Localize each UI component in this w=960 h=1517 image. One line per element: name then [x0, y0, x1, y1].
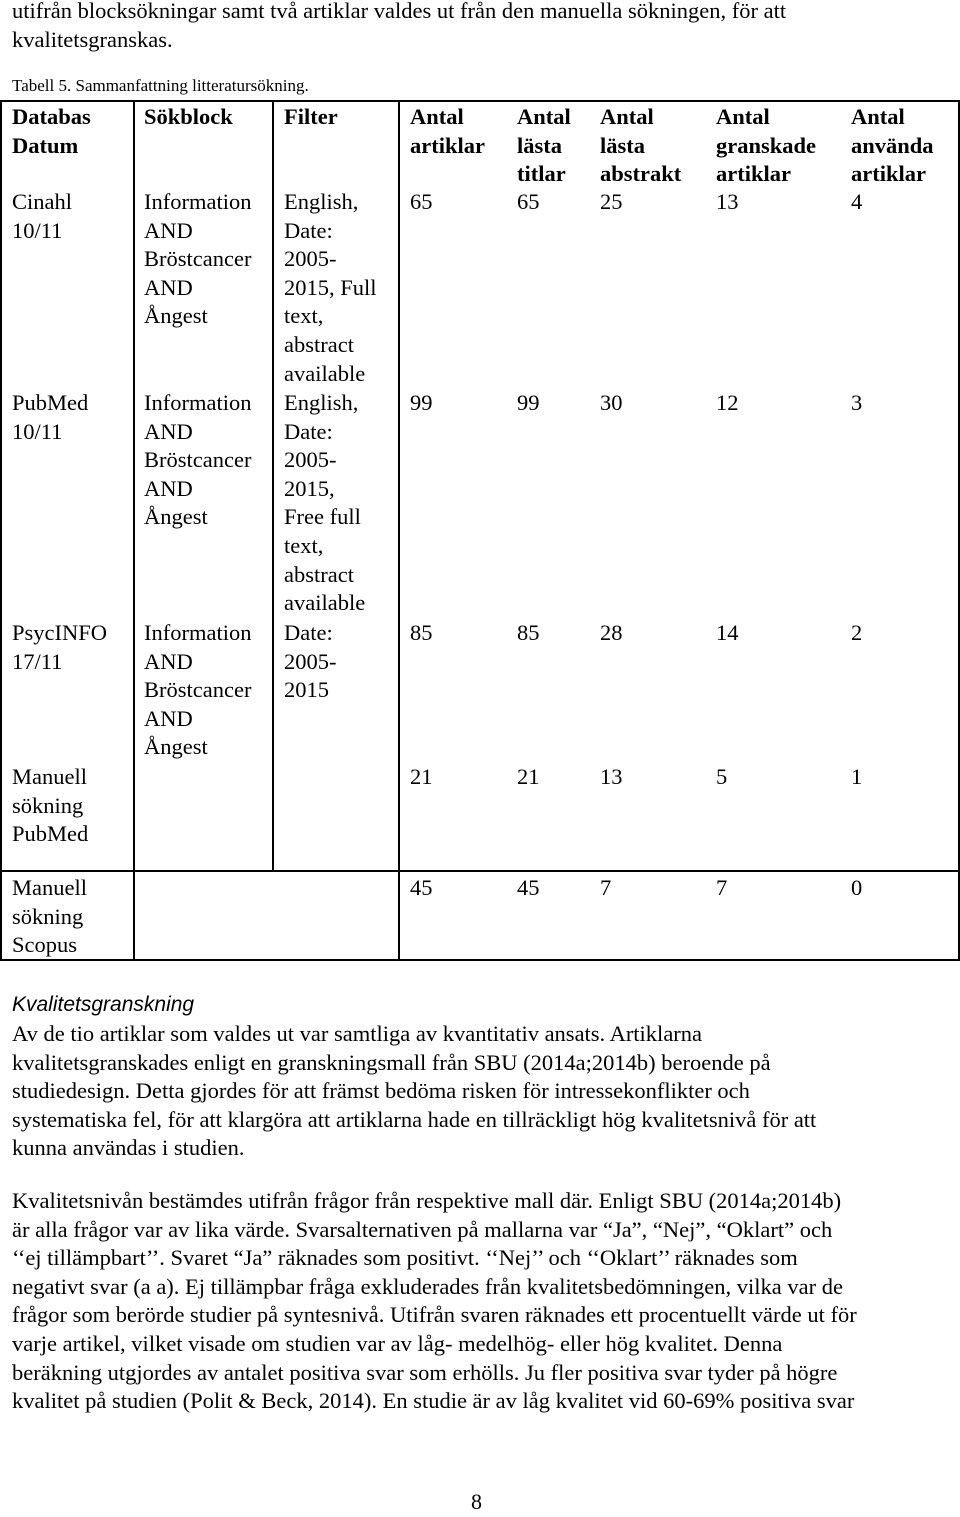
intro-line: kvalitetsgranskas. — [12, 26, 173, 52]
table-caption: Tabell 5. Sammanfattning litteratursökning. — [12, 76, 309, 95]
header-used-articles: artiklar — [851, 161, 926, 187]
cell-filter: Date: — [284, 217, 333, 243]
cell-filter: text, — [284, 533, 324, 558]
paragraph-line: beräkning utgjordes av antalet positiva svar som erhölls. Ju fler positiva svar tyder på högre — [12, 1359, 838, 1385]
cell-database: PsycINFO — [12, 620, 108, 645]
table-border-bottom — [0, 959, 960, 961]
header-read-abstracts: abstrakt — [600, 161, 682, 187]
cell-read-abstracts: 13 — [600, 764, 623, 789]
search-summary-table — [0, 100, 960, 961]
header-article-count: artiklar — [410, 132, 485, 158]
cell-article-count: 21 — [410, 764, 433, 789]
header-read-abstracts: Antal — [600, 104, 654, 129]
cell-reviewed-articles: 13 — [716, 189, 739, 214]
paragraph-line: är alla frågor var av lika värde. Svarsalternativen på mallarna var “Ja”, “Nej”, “Oklart” och — [12, 1216, 833, 1242]
cell-read-titles: 99 — [517, 390, 540, 415]
cell-database: sökning — [12, 903, 84, 929]
table-border-top — [0, 100, 960, 102]
cell-used-articles: 0 — [851, 875, 863, 900]
cell-search-block: Information — [144, 620, 252, 645]
cell-search-block: AND — [144, 705, 193, 731]
paragraph-line: varje artikel, vilket visade om studien var av låg- medelhög- eller hög kvalitet. Denna — [12, 1330, 783, 1356]
paragraph-line: ‘‘ej tillämpbart’’. Svaret “Ja” räknades som positivt. ‘‘Nej’’ och ‘‘Oklart’’ räknades som — [12, 1245, 798, 1271]
cell-database: 17/11 — [12, 648, 63, 674]
header-filter: Filter — [284, 104, 338, 129]
cell-search-block: AND — [144, 274, 193, 300]
paragraph-line: kvalitet på studien (Polit & Beck, 2014). En studie är av låg kvalitet vid 60-69% positiva svar — [12, 1388, 855, 1414]
header-used-articles: Antal — [851, 104, 905, 129]
cell-filter: available — [284, 590, 366, 616]
table-border-left — [0, 100, 2, 961]
intro-line: utifrån blocksökningar samt två artiklar valdes ut från den manuella sökningen, för att — [12, 0, 787, 23]
cell-database: 10/11 — [12, 418, 63, 444]
paragraph-line: Kvalitetsnivån bestämdes utifrån frågor från respektive mall där. Enligt SBU (2014a;2014b) — [12, 1188, 842, 1213]
cell-search-block: Bröstcancer — [144, 677, 252, 703]
header-read-titles: titlar — [517, 161, 566, 187]
header-read-abstracts: lästa — [600, 132, 645, 158]
paragraph-line: kvalitetsgranskades enligt en granskningsmall från SBU (2014a;2014b) beroende på — [12, 1049, 771, 1075]
cell-database: 10/11 — [12, 217, 63, 243]
cell-filter: 2015, — [284, 475, 335, 501]
cell-read-abstracts: 30 — [600, 390, 623, 415]
cell-filter: 2015 — [284, 677, 329, 703]
cell-article-count: 45 — [410, 875, 433, 900]
cell-reviewed-articles: 7 — [716, 875, 728, 900]
header-search-block: Sökblock — [144, 104, 233, 129]
cell-search-block: AND — [144, 648, 193, 674]
header-database-date: Datum — [12, 132, 79, 158]
intro-paragraph — [12, 0, 942, 54]
cell-search-block: Bröstcancer — [144, 447, 252, 473]
cell-database: Manuell — [12, 875, 87, 900]
cell-filter: 2005- — [284, 447, 337, 473]
cell-search-block: Ångest — [144, 504, 208, 530]
cell-search-block: Ångest — [144, 734, 208, 760]
table-column-divider — [398, 100, 400, 961]
cell-read-titles: 85 — [517, 620, 540, 645]
paragraph-line: kunna användas i studien. — [12, 1135, 245, 1161]
cell-filter: abstract — [284, 332, 354, 357]
header-reviewed-articles: artiklar — [716, 161, 791, 187]
header-used-articles: använda — [851, 132, 934, 158]
paragraph-line: studiedesign. Detta gjordes för att främst bedöma risken för intressekonflikter och — [12, 1078, 750, 1104]
paragraph-line: Av de tio artiklar som valdes ut var samtliga av kvantitativ ansats. Artiklarna — [12, 1021, 703, 1046]
cell-database: PubMed — [12, 390, 89, 415]
cell-used-articles: 3 — [851, 390, 863, 415]
header-reviewed-articles: Antal — [716, 104, 770, 129]
cell-database: sökning — [12, 792, 84, 818]
paragraph-quality-level — [12, 1187, 952, 1416]
cell-reviewed-articles: 12 — [716, 390, 739, 415]
cell-read-abstracts: 28 — [600, 620, 623, 645]
cell-filter: 2015, Full — [284, 274, 377, 300]
cell-filter: available — [284, 360, 366, 386]
header-article-count: Antal — [410, 104, 464, 129]
cell-filter: Date: — [284, 418, 333, 444]
cell-search-block: AND — [144, 217, 193, 243]
table-column-divider — [272, 100, 274, 870]
cell-search-block: AND — [144, 475, 193, 501]
cell-reviewed-articles: 14 — [716, 620, 739, 645]
paragraph-line: negativt svar (a a). Ej tillämpbar fråga exkluderades från kvalitetsbedömningen, vilka var de — [12, 1273, 843, 1299]
cell-read-titles: 65 — [517, 189, 540, 214]
table-row-divider — [0, 870, 960, 872]
cell-search-block: AND — [144, 418, 193, 444]
cell-article-count: 65 — [410, 189, 433, 214]
cell-filter: Free full — [284, 504, 361, 530]
header-database-date: Databas — [12, 104, 91, 129]
cell-used-articles: 4 — [851, 189, 863, 214]
table-column-divider — [133, 870, 135, 961]
cell-search-block: Bröstcancer — [144, 246, 252, 272]
cell-filter: text, — [284, 303, 324, 329]
cell-search-block: Ångest — [144, 303, 208, 329]
paragraph-line: systematiska fel, för att klargöra att artiklarna hade en tillräckligt hög kvalitetsnivå för att — [12, 1106, 817, 1132]
cell-database: Scopus — [12, 932, 78, 958]
cell-filter: Date: — [284, 620, 333, 645]
cell-reviewed-articles: 5 — [716, 764, 728, 789]
cell-filter: 2005- — [284, 246, 337, 272]
cell-database: Cinahl — [12, 189, 72, 214]
cell-search-block: Information — [144, 189, 252, 214]
cell-filter: English, — [284, 189, 359, 214]
cell-article-count: 85 — [410, 620, 433, 645]
paragraph-line: frågor som berörde studier på syntesnivå. Utifrån svaren räknades ett procentuellt värde ut för — [12, 1302, 857, 1328]
cell-read-abstracts: 7 — [600, 875, 612, 900]
section-heading: Kvalitetsgranskning — [12, 993, 195, 1016]
header-read-titles: Antal — [517, 104, 571, 129]
paragraph-quality-review — [12, 1020, 952, 1163]
header-read-titles: lästa — [517, 132, 562, 158]
cell-search-block: Information — [144, 390, 252, 415]
cell-database: Manuell — [12, 764, 87, 789]
cell-filter: 2005- — [284, 648, 337, 674]
cell-read-titles: 21 — [517, 764, 540, 789]
cell-read-abstracts: 25 — [600, 189, 623, 214]
cell-article-count: 99 — [410, 390, 433, 415]
page-number: 8 — [471, 1489, 482, 1514]
cell-used-articles: 2 — [851, 620, 863, 645]
cell-database: PubMed — [12, 821, 89, 847]
header-reviewed-articles: granskade — [716, 132, 817, 158]
cell-filter: English, — [284, 390, 359, 415]
table-column-divider — [133, 100, 135, 870]
cell-filter: abstract — [284, 561, 354, 587]
cell-used-articles: 1 — [851, 764, 863, 789]
cell-read-titles: 45 — [517, 875, 540, 900]
